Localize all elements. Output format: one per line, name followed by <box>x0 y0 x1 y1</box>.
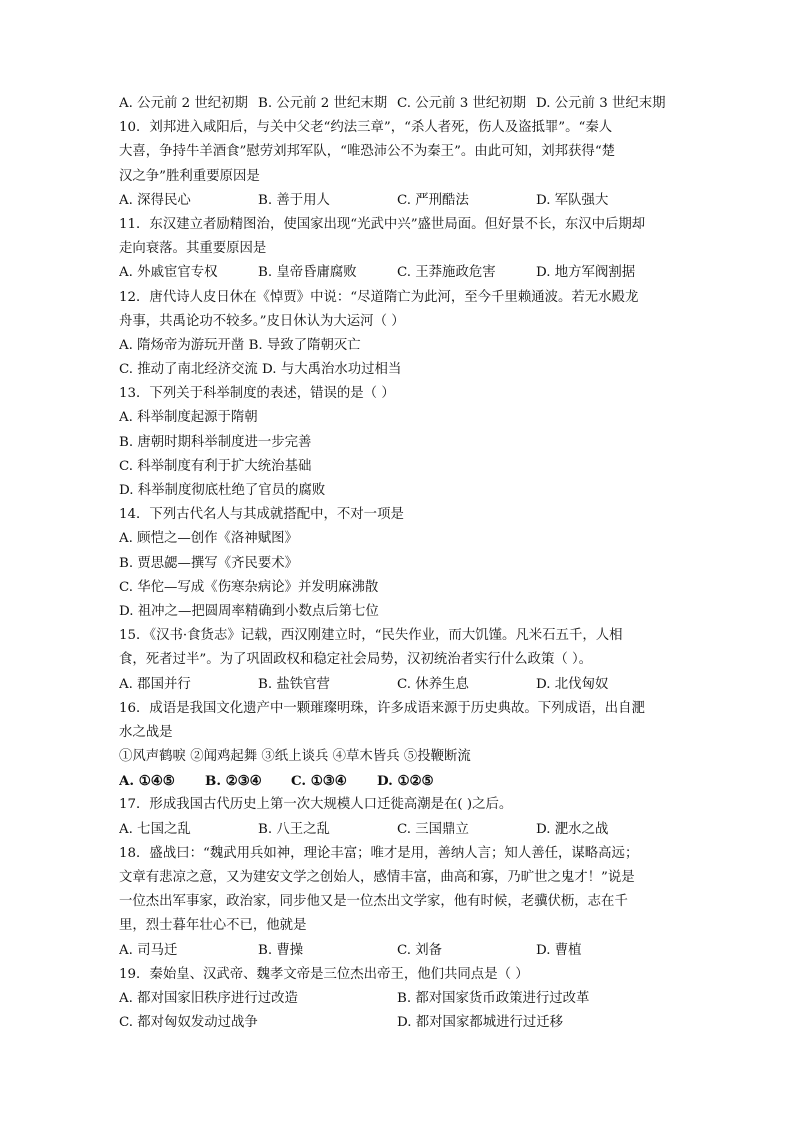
q15-stem-line-2: 食，死者过半”。为了巩固政权和稳定社会局势，汉初统治者实行什么政策（ ）。 <box>119 652 593 668</box>
q19-option-b: B. 都对国家货币政策进行过改革 <box>397 990 590 1006</box>
q19-stem: 19．秦始皇、汉武帝、魏孝文帝是三位杰出帝王，他们共同点是（ ） <box>119 966 529 982</box>
q11-options <box>119 261 675 285</box>
q19-options-row-2 <box>119 1011 675 1035</box>
q10-stem-line-1: 10．刘邦进入咸阳后，与关中父老“约法三章”，“杀人者死，伤人及盗抵罪”。“秦人 <box>119 120 613 136</box>
q17-option-c: C. 三国鼎立 <box>397 821 469 837</box>
q13-option-b: B. 唐朝时期科举制度进一步完善 <box>119 434 312 450</box>
q19-options-row-1 <box>119 987 675 1011</box>
q9-option-d: D. 公元前 3 世纪末期 <box>536 96 666 111</box>
q18-option-c: C. 刘备 <box>397 942 443 958</box>
q9-options <box>119 92 675 116</box>
q14-option-d: D. 祖冲之—把圆周率精确到小数点后第七位 <box>119 603 379 619</box>
q19-option-c: C. 都对匈奴发动过战争 <box>119 1015 258 1031</box>
q14-option-b: B. 贾思勰—撰写《齐民要术》 <box>119 555 299 571</box>
q11-option-d: D. 地方军阀割据 <box>536 265 636 281</box>
q11-stem-line-1: 11．东汉建立者励精图治，使国家出现“光武中兴”盛世局面。但好景不长，东汉中后期却 <box>119 216 646 232</box>
question-list <box>119 92 675 1035</box>
q17-option-a: A. 七国之乱 <box>119 821 191 837</box>
q15-option-c: C. 休养生息 <box>397 676 469 692</box>
q15-option-d: D. 北伐匈奴 <box>536 676 609 692</box>
q18-stem-line-1: 18．盛战曰：“魏武用兵如神，理论丰富；唯才是用，善纳人言；知人善任，谋略高远； <box>119 845 639 861</box>
q18-option-b: B. 曹操 <box>258 942 304 958</box>
q15-options <box>119 673 675 697</box>
q16-option-b: B. ②③④ <box>205 773 262 790</box>
q15-stem-line-1: 15．《汉书·食货志》记载，西汉刚建立时，“民失作业，而大饥馑。凡米石五千，人相 <box>119 628 623 644</box>
q9-option-b: B. 公元前 2 世纪末期 <box>258 96 388 111</box>
q10-options <box>119 189 675 213</box>
q12-options-line-1: A. 隋炀帝为游玩开凿 B. 导致了隋朝灭亡 <box>119 337 361 353</box>
q17-option-b: B. 八王之乱 <box>258 821 330 837</box>
q16-options <box>119 769 675 793</box>
q11-option-b: B. 皇帝昏庸腐败 <box>258 265 357 281</box>
q16-option-d: D. ①②⑤ <box>377 773 434 790</box>
q15-option-b: B. 盐铁官营 <box>258 676 330 692</box>
q16-option-c: C. ①③④ <box>291 773 347 790</box>
q15-option-a: A. 郡国并行 <box>119 676 191 692</box>
q9-option-c: C. 公元前 3 世纪初期 <box>397 96 527 111</box>
q16-stem-line-2: 水之战是 <box>119 724 173 740</box>
q9-option-a: A. 公元前 2 世纪初期 <box>119 96 248 111</box>
q14-option-a: A. 顾恺之—创作《洛神赋图》 <box>119 531 298 547</box>
q18-stem-line-3: 一位杰出军事家，政治家，同步他又是一位杰出文学家，他有时候，老骥伏枥，志在千 <box>119 894 628 910</box>
q11-option-c: C. 王莽施政危害 <box>397 265 496 281</box>
q16-option-a: A. ①④⑤ <box>119 773 175 790</box>
q16-stem-line-1: 16．成语是我国文化遗产中一颗璀璨明珠，许多成语来源于历史典故。下列成语，出自淝 <box>119 700 645 716</box>
q18-option-d: D. 曹植 <box>536 942 582 958</box>
q11-option-a: A. 外戚宦官专权 <box>119 265 218 281</box>
q17-stem: 17．形成我国古代历史上第一次大规模人口迁徙高潮是在( )之后。 <box>119 797 513 813</box>
q10-option-a: A. 深得民心 <box>119 192 191 208</box>
q10-stem-line-2: 大喜，争持牛羊酒食”慰劳刘邦军队，“唯恐沛公不为秦王”。由此可知，刘邦获得“楚 <box>119 144 616 160</box>
q10-option-b: B. 善于用人 <box>258 192 330 208</box>
q10-option-c: C. 严刑酷法 <box>397 192 469 208</box>
q18-option-a: A. 司马迁 <box>119 942 178 958</box>
q10-stem-line-3: 汉之争”胜利重要原因是 <box>119 168 260 184</box>
q12-options-line-2: C. 推动了南北经济交流 D. 与大禹治水功过相当 <box>119 362 402 378</box>
q13-option-c: C. 科举制度有利于扩大统治基础 <box>119 458 312 474</box>
q13-option-a: A. 科举制度起源于隋朝 <box>119 410 258 426</box>
q17-options <box>119 818 675 842</box>
q19-option-d: D. 都对国家都城进行过迁移 <box>397 1015 564 1031</box>
q10-option-d: D. 军队强大 <box>536 192 609 208</box>
q13-option-d: D. 科举制度彻底杜绝了官员的腐败 <box>119 483 326 498</box>
q19-option-a: A. 都对国家旧秩序进行过改造 <box>119 990 298 1006</box>
q17-option-d: D. 淝水之战 <box>536 821 609 837</box>
q11-stem-line-2: 走向衰落。其重要原因是 <box>119 241 267 257</box>
q18-options <box>119 939 675 963</box>
q18-stem-line-4: 里，烈士暮年壮心不已，他就是 <box>119 918 307 934</box>
q13-stem: 13．下列关于科举制度的表述，错误的是（ ） <box>119 386 395 402</box>
q12-stem-line-1: 12．唐代诗人皮日休在《悼贾》中说：“尽道隋亡为此河，至今千里赖通波。若无水殿龙 <box>119 289 639 305</box>
q14-stem: 14．下列古代名人与其成就搭配中，不对一项是 <box>119 507 404 523</box>
q12-stem-line-2: 舟事，共禹论功不较多。”皮日休认为大运河（ ） <box>119 313 405 329</box>
q16-idioms: ①风声鹤唳 ②闻鸡起舞 ③纸上谈兵 ④草木皆兵 ⑤投鞭断流 <box>119 749 471 765</box>
q18-stem-line-2: 文章有悲凉之意，又为建安文学之创始人，感情丰富，曲高和寡，乃旷世之鬼才！”说是 <box>119 870 635 885</box>
q14-option-c: C. 华佗—写成《伤寒杂病论》并发明麻沸散 <box>119 579 379 595</box>
